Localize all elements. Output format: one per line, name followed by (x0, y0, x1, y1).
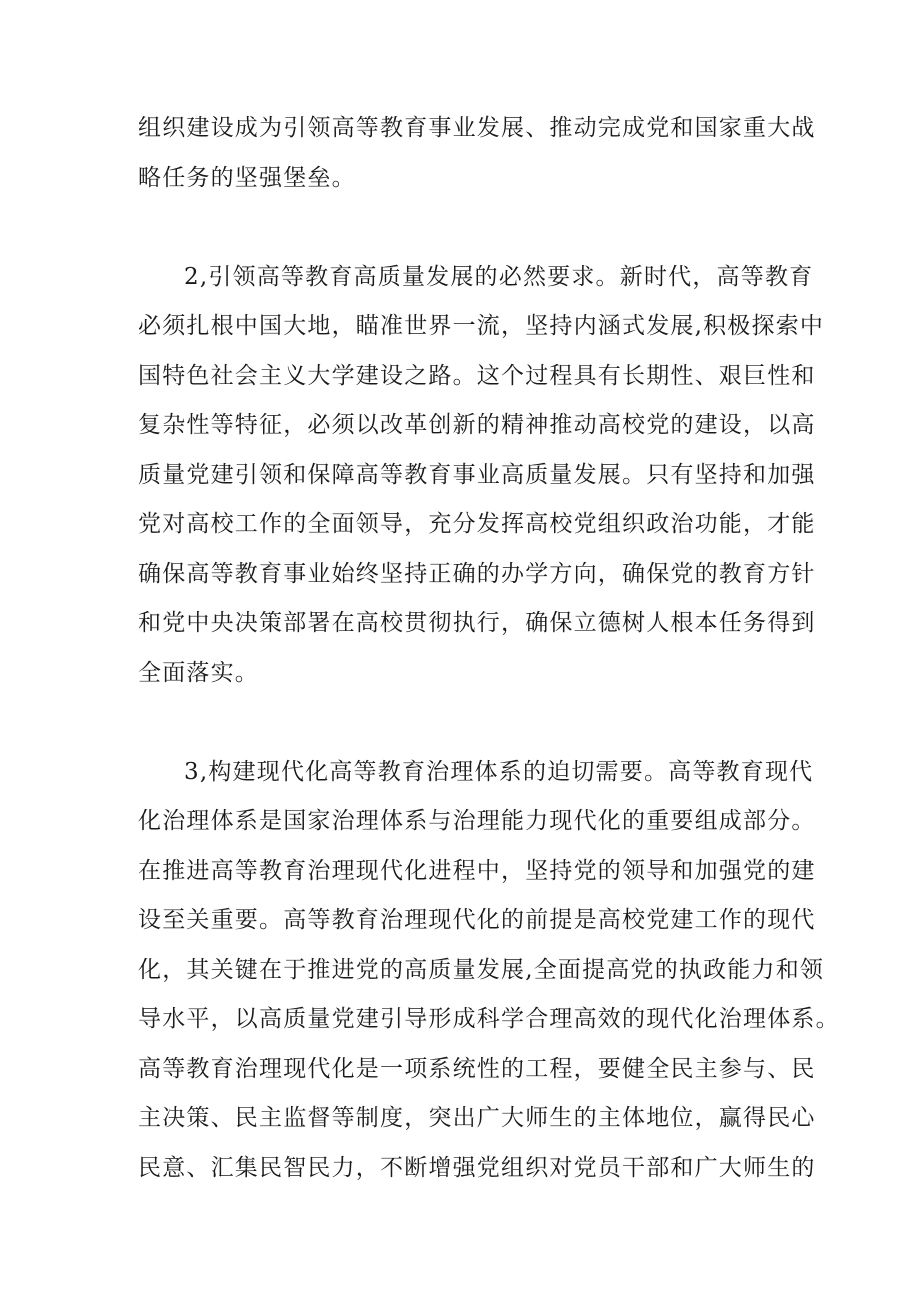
text-line: 组织建设成为引领高等教育事业发展、推动完成党和国家重大战 (138, 115, 816, 141)
text-line: 高等教育治理现代化是一项系统性的工程，要健全民主参与、民 (138, 1056, 816, 1082)
text-line: 略任务的坚强堡垒。 (138, 165, 356, 191)
text-line: 3,构建现代化高等教育治理体系的迫切需要。高等教育现代 (184, 759, 814, 785)
text-line: 化治理体系是国家治理体系与治理能力现代化的重要组成部分。 (138, 808, 816, 834)
text-line: 确保高等教育事业始终坚持正确的办学方向，确保党的教育方针 (138, 561, 816, 587)
text-line: 设至关重要。高等教育治理现代化的前提是高校党建工作的现代 (138, 907, 816, 933)
text-line: 主决策、民主监督等制度，突出广大师生的主体地位，赢得民心 (138, 1105, 816, 1131)
text-line: 党对高校工作的全面领导，充分发挥高校党组织政治功能，才能 (138, 511, 816, 537)
text-line: 复杂性等特征，必须以改革创新的精神推动高校党的建设，以高 (138, 412, 816, 438)
text-line: 和党中央决策部署在高校贯彻执行，确保立德树人根本任务得到 (138, 610, 816, 636)
text-line: 2,引领高等教育高质量发展的必然要求。新时代，高等教育 (184, 264, 814, 290)
text-line: 质量党建引领和保障高等教育事业高质量发展。只有坚持和加强 (138, 462, 816, 488)
text-line: 国特色社会主义大学建设之路。这个过程具有长期性、艰巨性和 (138, 363, 816, 389)
text-line: 民意、汇集民智民力，不断增强党组织对党员干部和广大师生的 (138, 1155, 816, 1181)
text-line: 全面落实。 (138, 660, 259, 686)
text-line: 化，其关键在于推进党的高质量发展,全面提高党的执政能力和领 (138, 957, 825, 983)
text-line: 必须扎根中国大地，瞄准世界一流，坚持内涵式发展,积极探索中 (138, 313, 825, 339)
text-line: 导水平，以高质量党建引导形成科学合理高效的现代化治理体系。 (138, 1006, 840, 1032)
text-line: 在推进高等教育治理现代化进程中，坚持党的领导和加强党的建 (138, 858, 816, 884)
